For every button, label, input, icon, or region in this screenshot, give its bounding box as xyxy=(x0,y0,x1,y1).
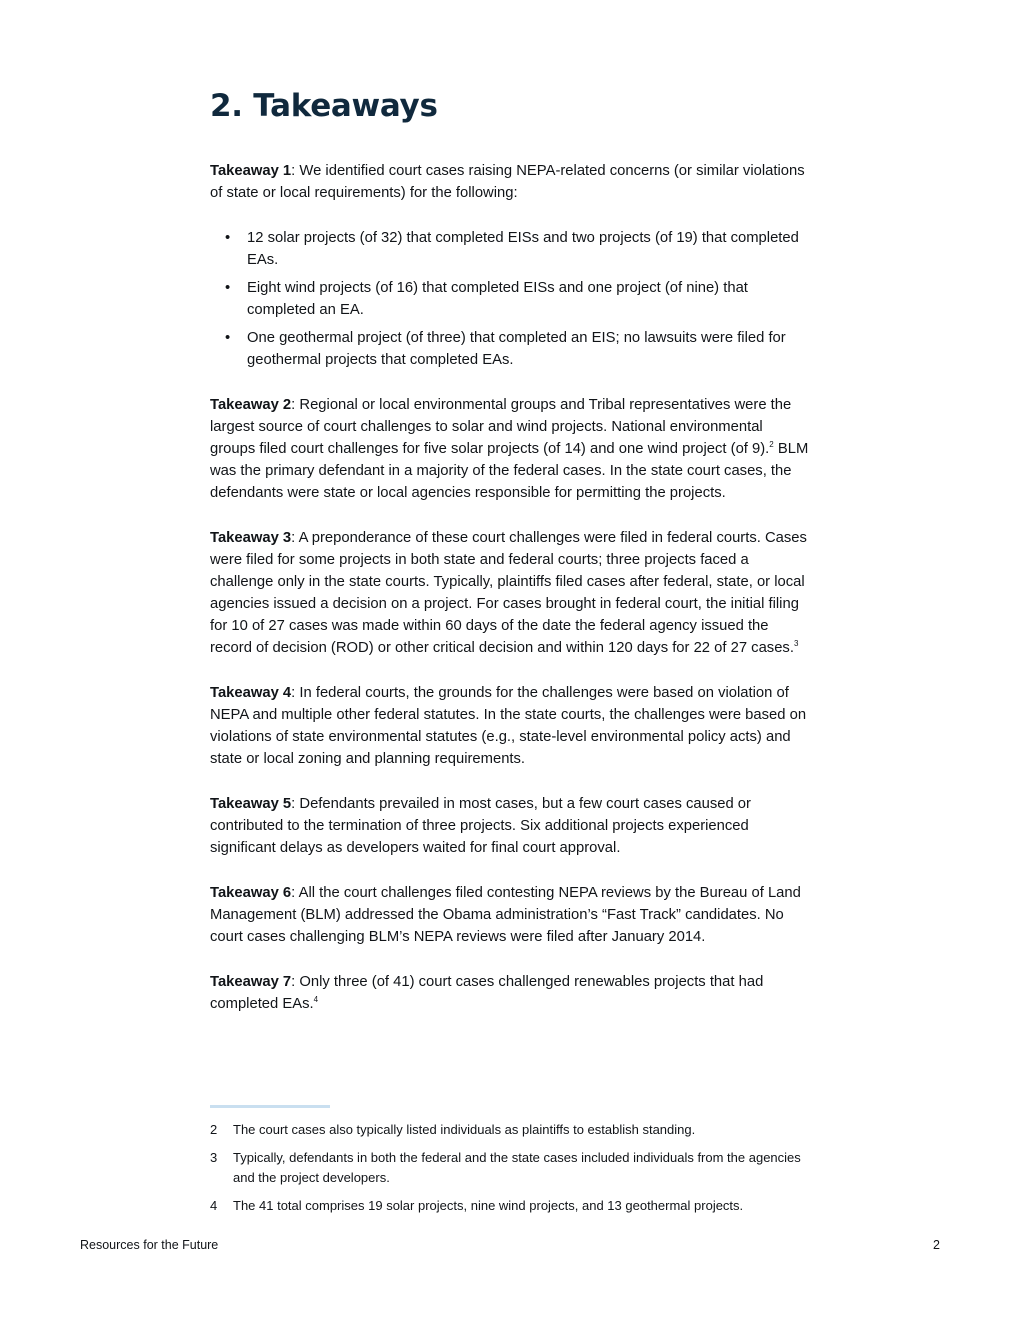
footer-publisher: Resources for the Future xyxy=(80,1238,219,1252)
takeaway-label: Takeaway 4 xyxy=(210,685,292,701)
footnotes xyxy=(210,1120,820,1224)
takeaway-7 xyxy=(210,971,810,1015)
list-item: • One geothermal project (of three) that completed an EIS; no lawsuits were filed for geothermal projects that completed EAs. xyxy=(210,327,810,371)
takeaway-text-continued: BLM was the primary defendant in a majority of the federal cases. In the state court cases, the defendants were state or local agencies responsible for permitting the projects. xyxy=(210,441,809,501)
footnote-number: 2 xyxy=(210,1122,218,1137)
takeaway-text: : Only three (of 41) court cases challenged renewables projects that had completed EAs. xyxy=(210,974,764,1012)
footnote-divider xyxy=(210,1105,330,1108)
takeaway-text: : Defendants prevailed in most cases, but a few court cases caused or contributed to the termination of three projects. Six additional projects experienced significant delays as developers waited for final court approval. xyxy=(210,796,751,856)
footnote-number: 4 xyxy=(210,1198,218,1213)
takeaway-1-list xyxy=(210,227,810,371)
footnote-ref[interactable]: 3 xyxy=(793,639,799,648)
takeaway-label: Takeaway 7 xyxy=(210,974,292,990)
footnote-text: Typically, defendants in both the federal and the state cases included individuals from the agencies and the project developers. xyxy=(233,1150,801,1185)
footnote-text: The court cases also typically listed individuals as plaintiffs to establish standing. xyxy=(233,1122,696,1137)
takeaway-label: Takeaway 5 xyxy=(210,796,292,812)
takeaway-text: : In federal courts, the grounds for the challenges were based on violation of NEPA and multiple other federal statutes. In the state courts, the challenges were based on violations of state environmental statutes (e.g., state-level environmental policy acts) and state or local zoning and planning requirements. xyxy=(210,685,807,767)
takeaway-label: Takeaway 1 xyxy=(210,163,292,179)
takeaway-text: : A preponderance of these court challenges were filed in federal courts. Cases were filed for some projects in both state and federal courts; three projects faced a challenge only in the state courts. Typically, plaintiffs filed cases after federal, state, or local agencies issued a decision on a project. For cases brought in federal court, the initial filing for 10 of 27 cases was made within 60 days of the date the federal agency issued the record of decision (ROD) or other critical decision and within 120 days for 22 of 27 cases. xyxy=(210,530,807,656)
footnote-ref[interactable]: 2 xyxy=(769,440,774,449)
takeaway-text: : All the court challenges filed contesting NEPA reviews by the Bureau of Land Management (BLM) addressed the Obama administration’s “Fast Track” candidates. No court cases challenging BLM’s NEPA reviews were filed after January 2014. xyxy=(210,885,801,945)
page-title: 2. Takeaways xyxy=(210,88,438,124)
takeaway-5 xyxy=(210,793,810,859)
footnote-number: 3 xyxy=(210,1150,218,1165)
takeaway-label: Takeaway 3 xyxy=(210,530,292,546)
footnote-ref[interactable]: 4 xyxy=(313,995,319,1004)
takeaway-label: Takeaway 6 xyxy=(210,885,292,901)
takeaway-label: Takeaway 2 xyxy=(210,397,292,413)
footnote xyxy=(210,1120,820,1140)
takeaway-3 xyxy=(210,527,810,659)
takeaway-text: : We identified court cases raising NEPA-related concerns (or similar violations of state or local requirements) for the following: xyxy=(210,163,805,201)
takeaway-6 xyxy=(210,882,810,948)
list-item: • Eight wind projects (of 16) that completed EISs and one project (of nine) that completed an EA. xyxy=(210,277,810,321)
takeaway-1 xyxy=(210,160,810,204)
footnote-text: The 41 total comprises 19 solar projects, nine wind projects, and 13 geothermal projects. xyxy=(233,1198,744,1213)
main-content xyxy=(210,86,810,1038)
takeaway-text: : Regional or local environmental groups and Tribal representatives were the largest source of court challenges to solar and wind projects. National environmental groups filed court challenges for five solar projects (of 14) and one wind project (of 9). xyxy=(210,397,792,457)
takeaway-2 xyxy=(210,394,810,504)
takeaway-4 xyxy=(210,682,810,770)
page-number: 2 xyxy=(933,1238,940,1252)
footnote xyxy=(210,1196,820,1216)
list-item: • 12 solar projects (of 32) that completed EISs and two projects (of 19) that completed EAs. xyxy=(210,227,810,271)
footnote xyxy=(210,1148,820,1188)
